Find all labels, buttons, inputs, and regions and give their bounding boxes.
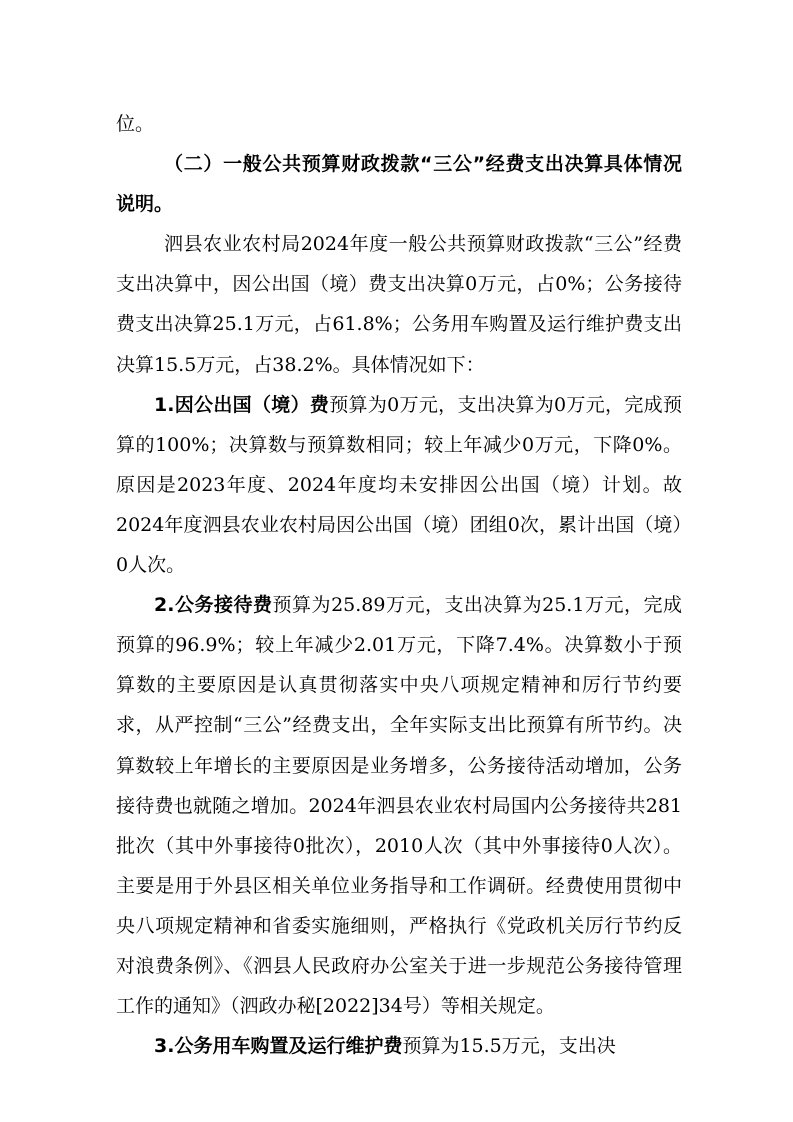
section-heading: （二）一般公共预算财政拨款“三公”经费支出决算具体情况说明。 bbox=[116, 153, 682, 216]
item-1-label: 1.因公出国（境）费 bbox=[154, 393, 330, 416]
item-3-paragraph bbox=[116, 1026, 682, 1066]
document-body bbox=[116, 104, 682, 1066]
continuation-paragraph: 位。 bbox=[116, 113, 155, 135]
item-2-label: 2.公务接待费 bbox=[154, 594, 273, 617]
item-2-paragraph bbox=[116, 585, 682, 1026]
item-1-paragraph bbox=[116, 385, 682, 585]
item-2-text: 预算为25.89万元，支出决算为25.1万元，完成预算的96.9%；较上年减少2.01万元，下降7.4%。决算数小于预算数的主要原因是认真贯彻落实中央八项规定精神和厉行节约要求，从严控制“三公”经费支出，全年实际支出比预算有所节约。决算数较上年增长的主要原因是业务增多，公务接待活动增加，公务接待费也就随之增加。2024年泗县农业农村局国内公务接待共281批次（其中外事接待0批次），2010人次（其中外事接待0人次）。主要是用于外县区相关单位业务指导和工作调研。经费使用贯彻中央八项规定精神和省委实施细则，严格执行《党政机关厉行节约反对浪费条例》、《泗县人民政府办公室关于进一步规范公务接待管理工作的通知》（泗政办秘[2022]34号）等相关规定。 bbox=[116, 594, 682, 1018]
item-1-text: 预算为0万元，支出决算为0万元，完成预算的100%；决算数与预算数相同；较上年减少0万元，下降0%。原因是2023年度、2024年度均未安排因公出国（境）计划。故2024年度泗县农业农村局因公出国（境）团组0次，累计出国（境）0人次。 bbox=[116, 393, 682, 577]
item-3-label: 3.公务用车购置及运行维护费 bbox=[154, 1035, 403, 1058]
intro-paragraph: 泗县农业农村局2024年度一般公共预算财政拨款“三公”经费支出决算中，因公出国（境）费支出决算0万元，占0%；公务接待费支出决算25.1万元，占61.8%；公务用车购置及运行维护费支出决算15.5万元，占38.2%。具体情况如下： bbox=[116, 233, 682, 376]
item-3-text: 预算为15.5万元，支出决 bbox=[402, 1035, 616, 1058]
